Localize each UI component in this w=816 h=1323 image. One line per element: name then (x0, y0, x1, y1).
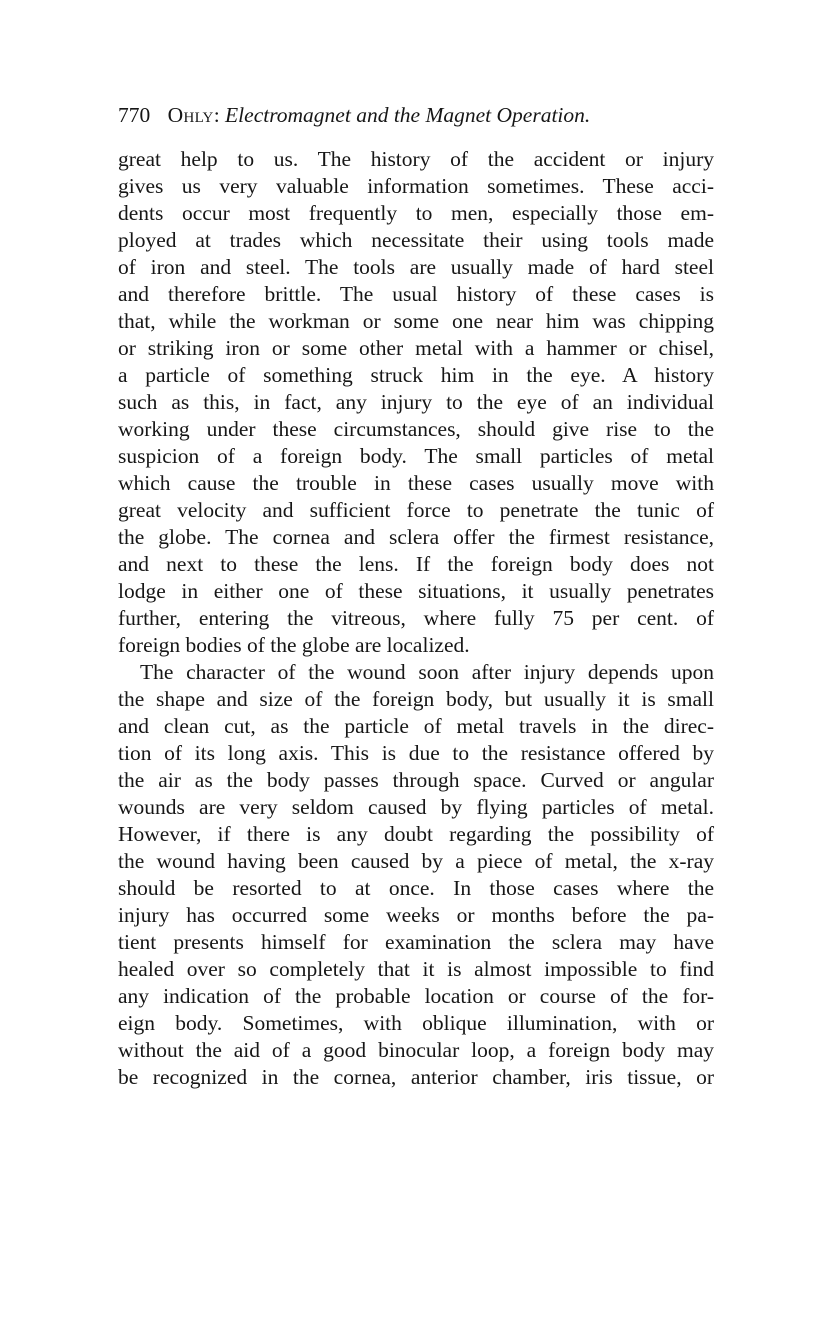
text-line: without the aid of a good binocular loop, a foreign body may (118, 1038, 714, 1062)
text-line: of iron and steel. The tools are usually made of hard steel (118, 255, 714, 279)
text-line: working under these circumstances, should give rise to the (118, 417, 714, 441)
text-line: further, entering the vitreous, where fully 75 per cent. of (118, 606, 714, 630)
text-line: be recognized in the cornea, anterior chamber, iris tissue, or (118, 1065, 714, 1089)
text-line: gives us very valuable information sometimes. These acci- (118, 174, 714, 198)
running-head-separator: : (213, 103, 220, 127)
text-line: which cause the trouble in these cases usually move with (118, 471, 714, 495)
text-line: or striking iron or some other metal with a hammer or chisel, (118, 336, 714, 360)
text-line: foreign bodies of the globe are localized. (118, 633, 470, 657)
page-number: 770 (118, 103, 151, 127)
text-line: injury has occurred some weeks or months before the pa- (118, 903, 714, 927)
book-page (118, 98, 714, 1091)
body-text (118, 146, 714, 1091)
text-line: the shape and size of the foreign body, but usually it is small (118, 687, 714, 711)
text-line: a particle of something struck him in the eye. A history (118, 363, 714, 387)
text-line: and clean cut, as the particle of metal travels in the direc- (118, 714, 714, 738)
text-line: suspicion of a foreign body. The small particles of metal (118, 444, 714, 468)
text-line: healed over so completely that it is almost impossible to find (118, 957, 714, 981)
text-line: the globe. The cornea and sclera offer the firmest resistance, (118, 525, 714, 549)
text-line: great velocity and sufficient force to penetrate the tunic of (118, 498, 714, 522)
text-line: tient presents himself for examination the sclera may have (118, 930, 714, 954)
text-line: and therefore brittle. The usual history of these cases is (118, 282, 714, 306)
text-line: However, if there is any doubt regarding the possibility of (118, 822, 714, 846)
text-line: lodge in either one of these situations, it usually penetrates (118, 579, 714, 603)
running-head-title: Electromagnet and the Magnet Operation. (225, 103, 591, 127)
text-line: such as this, in fact, any injury to the eye of an individual (118, 390, 714, 414)
paragraph (118, 659, 714, 1091)
text-line: tion of its long axis. This is due to the resistance offered by (118, 741, 714, 765)
text-line: ployed at trades which necessitate their using tools made (118, 228, 714, 252)
text-line: The character of the wound soon after injury depends upon (140, 660, 714, 684)
text-line: great help to us. The history of the accident or injury (118, 147, 714, 171)
text-line: and next to these the lens. If the foreign body does not (118, 552, 714, 576)
running-head-author: Ohly (167, 103, 214, 127)
text-line: should be resorted to at once. In those cases where the (118, 876, 714, 900)
text-line: that, while the workman or some one near him was chipping (118, 309, 714, 333)
text-line: dents occur most frequently to men, especially those em- (118, 201, 714, 225)
text-line: eign body. Sometimes, with oblique illumination, with or (118, 1011, 714, 1035)
text-line: any indication of the probable location or course of the for- (118, 984, 714, 1008)
paragraph (118, 146, 714, 659)
text-line: wounds are very seldom caused by flying particles of metal. (118, 795, 714, 819)
text-line: the air as the body passes through space. Curved or angular (118, 768, 714, 792)
running-head (118, 98, 714, 132)
text-line: the wound having been caused by a piece of metal, the x-ray (118, 849, 714, 873)
